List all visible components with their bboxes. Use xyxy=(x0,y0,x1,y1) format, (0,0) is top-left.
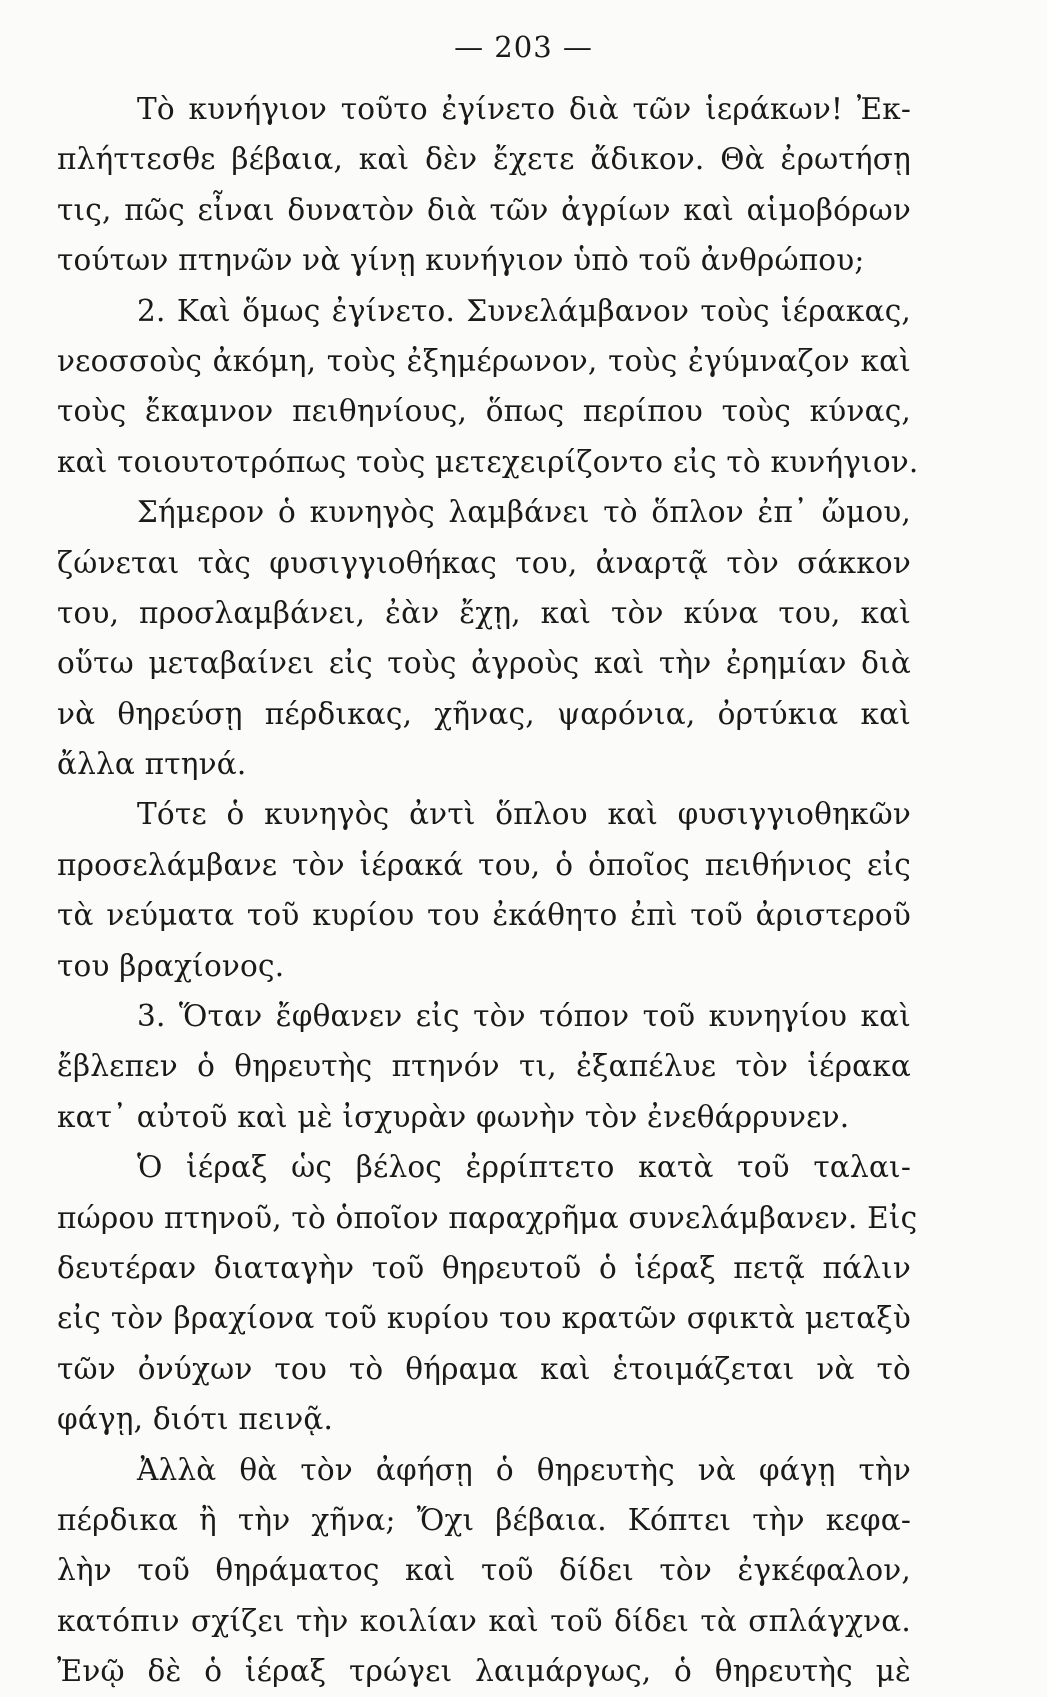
text-line: τις, πῶς εἶναι δυνατὸν διὰ τῶν ἀγρίων καὶ αἱμοβόρων xyxy=(57,192,911,227)
text-line: του βραχίονος. xyxy=(57,948,285,983)
text-line: τῶν ὀνύχων του τὸ θήραμα καὶ ἑτοιμάζεται νὰ τὸ xyxy=(57,1351,911,1386)
text-line: φάγῃ, διότι πεινᾷ. xyxy=(57,1402,334,1437)
text-line: 2. Καὶ ὅμως ἐγίνετο. Συνελάμβανον τοὺς ἱέρακας, xyxy=(137,293,911,328)
text-line: του, προσλαμβάνει, ἐὰν ἔχῃ, καὶ τὸν κύνα του, καὶ xyxy=(57,595,911,630)
text-line: νὰ θηρεύσῃ πέρδικας, χῆνας, ψαρόνια, ὀρτύκια καὶ xyxy=(57,696,911,731)
text-line: κατόπιν σχίζει τὴν κοιλίαν καὶ τοῦ δίδει τὰ σπλάγχνα. xyxy=(57,1603,911,1638)
text-line: τὰ νεύματα τοῦ κυρίου του ἐκάθητο ἐπὶ τοῦ ἀριστεροῦ xyxy=(57,898,911,933)
text-line: Ἐνῷ δὲ ὁ ἱέραξ τρώγει λαιμάργως, ὁ θηρευτὴς μὲ xyxy=(57,1654,911,1689)
body-text xyxy=(57,84,919,1697)
text-line: εἰς τὸν βραχίονα τοῦ κυρίου του κρατῶν σφικτὰ μεταξὺ xyxy=(57,1301,911,1336)
text-line: λὴν τοῦ θηράματος καὶ τοῦ δίδει τὸν ἐγκέφαλον, xyxy=(57,1553,911,1588)
text-line: προσελάμβανε τὸν ἱέρακά του, ὁ ὁποῖος πειθήνιος εἰς xyxy=(57,847,911,882)
text-line: 3. Ὅταν ἔφθανεν εἰς τὸν τόπον τοῦ κυνηγίου καὶ xyxy=(137,999,911,1034)
text-line: Ἀλλὰ θὰ τὸν ἀφήσῃ ὁ θηρευτὴς νὰ φάγῃ τὴν xyxy=(137,1452,911,1487)
text-line: τούτων πτηνῶν νὰ γίνῃ κυνήγιον ὑπὸ τοῦ ἀνθρώπου; xyxy=(57,243,865,278)
text-line: Τότε ὁ κυνηγὸς ἀντὶ ὅπλου καὶ φυσιγγιοθηκῶν xyxy=(137,797,911,832)
text-line: Τὸ κυνήγιον τοῦτο ἐγίνετο διὰ τῶν ἱεράκων! Ἐκ- xyxy=(137,92,911,126)
text-line: πώρου πτηνοῦ, τὸ ὁποῖον παραχρῆμα συνελάμβανεν. Εἰς xyxy=(57,1200,918,1235)
text-line: οὕτω μεταβαίνει εἰς τοὺς ἀγροὺς καὶ τὴν ἐρημίαν διὰ xyxy=(57,646,911,681)
text-line: πέρδικα ἢ τὴν χῆνα; Ὄχι βέβαια. Κόπτει τὴν κεφα- xyxy=(57,1502,911,1537)
text-line: Ὁ ἱέραξ ὡς βέλος ἐρρίπτετο κατὰ τοῦ ταλαι- xyxy=(137,1150,911,1185)
text-line: Σήμερον ὁ κυνηγὸς λαμβάνει τὸ ὅπλον ἐπ᾽ ὤμου, xyxy=(137,495,911,530)
text-line: τοὺς ἔκαμνον πειθηνίους, ὅπως περίπου τοὺς κύνας, xyxy=(57,394,911,429)
text-line: ἄλλα πτηνά. xyxy=(57,747,247,782)
text-line: ἔβλεπεν ὁ θηρευτὴς πτηνόν τι, ἐξαπέλυε τὸν ἱέρακα xyxy=(57,1049,911,1084)
page-number: — 203 — xyxy=(454,30,593,64)
text-line: νεοσσοὺς ἀκόμη, τοὺς ἐξημέρωνον, τοὺς ἐγύμναζον καὶ xyxy=(57,343,911,378)
text-line: πλήττεσθε βέβαια, καὶ δὲν ἔχετε ἄδικον. Θὰ ἐρωτήσῃ xyxy=(57,142,911,177)
text-line: ζώνεται τὰς φυσιγγιοθήκας του, ἀναρτᾷ τὸν σάκκον xyxy=(57,545,911,580)
text-line: δευτέραν διαταγὴν τοῦ θηρευτοῦ ὁ ἱέραξ πετᾷ πάλιν xyxy=(57,1250,911,1285)
text-line: καὶ τοιουτοτρόπως τοὺς μετεχειρίζοντο εἰς τὸ κυνήγιον. xyxy=(57,444,919,479)
text-line: κατ᾽ αὐτοῦ καὶ μὲ ἰσχυρὰν φωνὴν τὸν ἐνεθάρρυνεν. xyxy=(57,1099,850,1134)
